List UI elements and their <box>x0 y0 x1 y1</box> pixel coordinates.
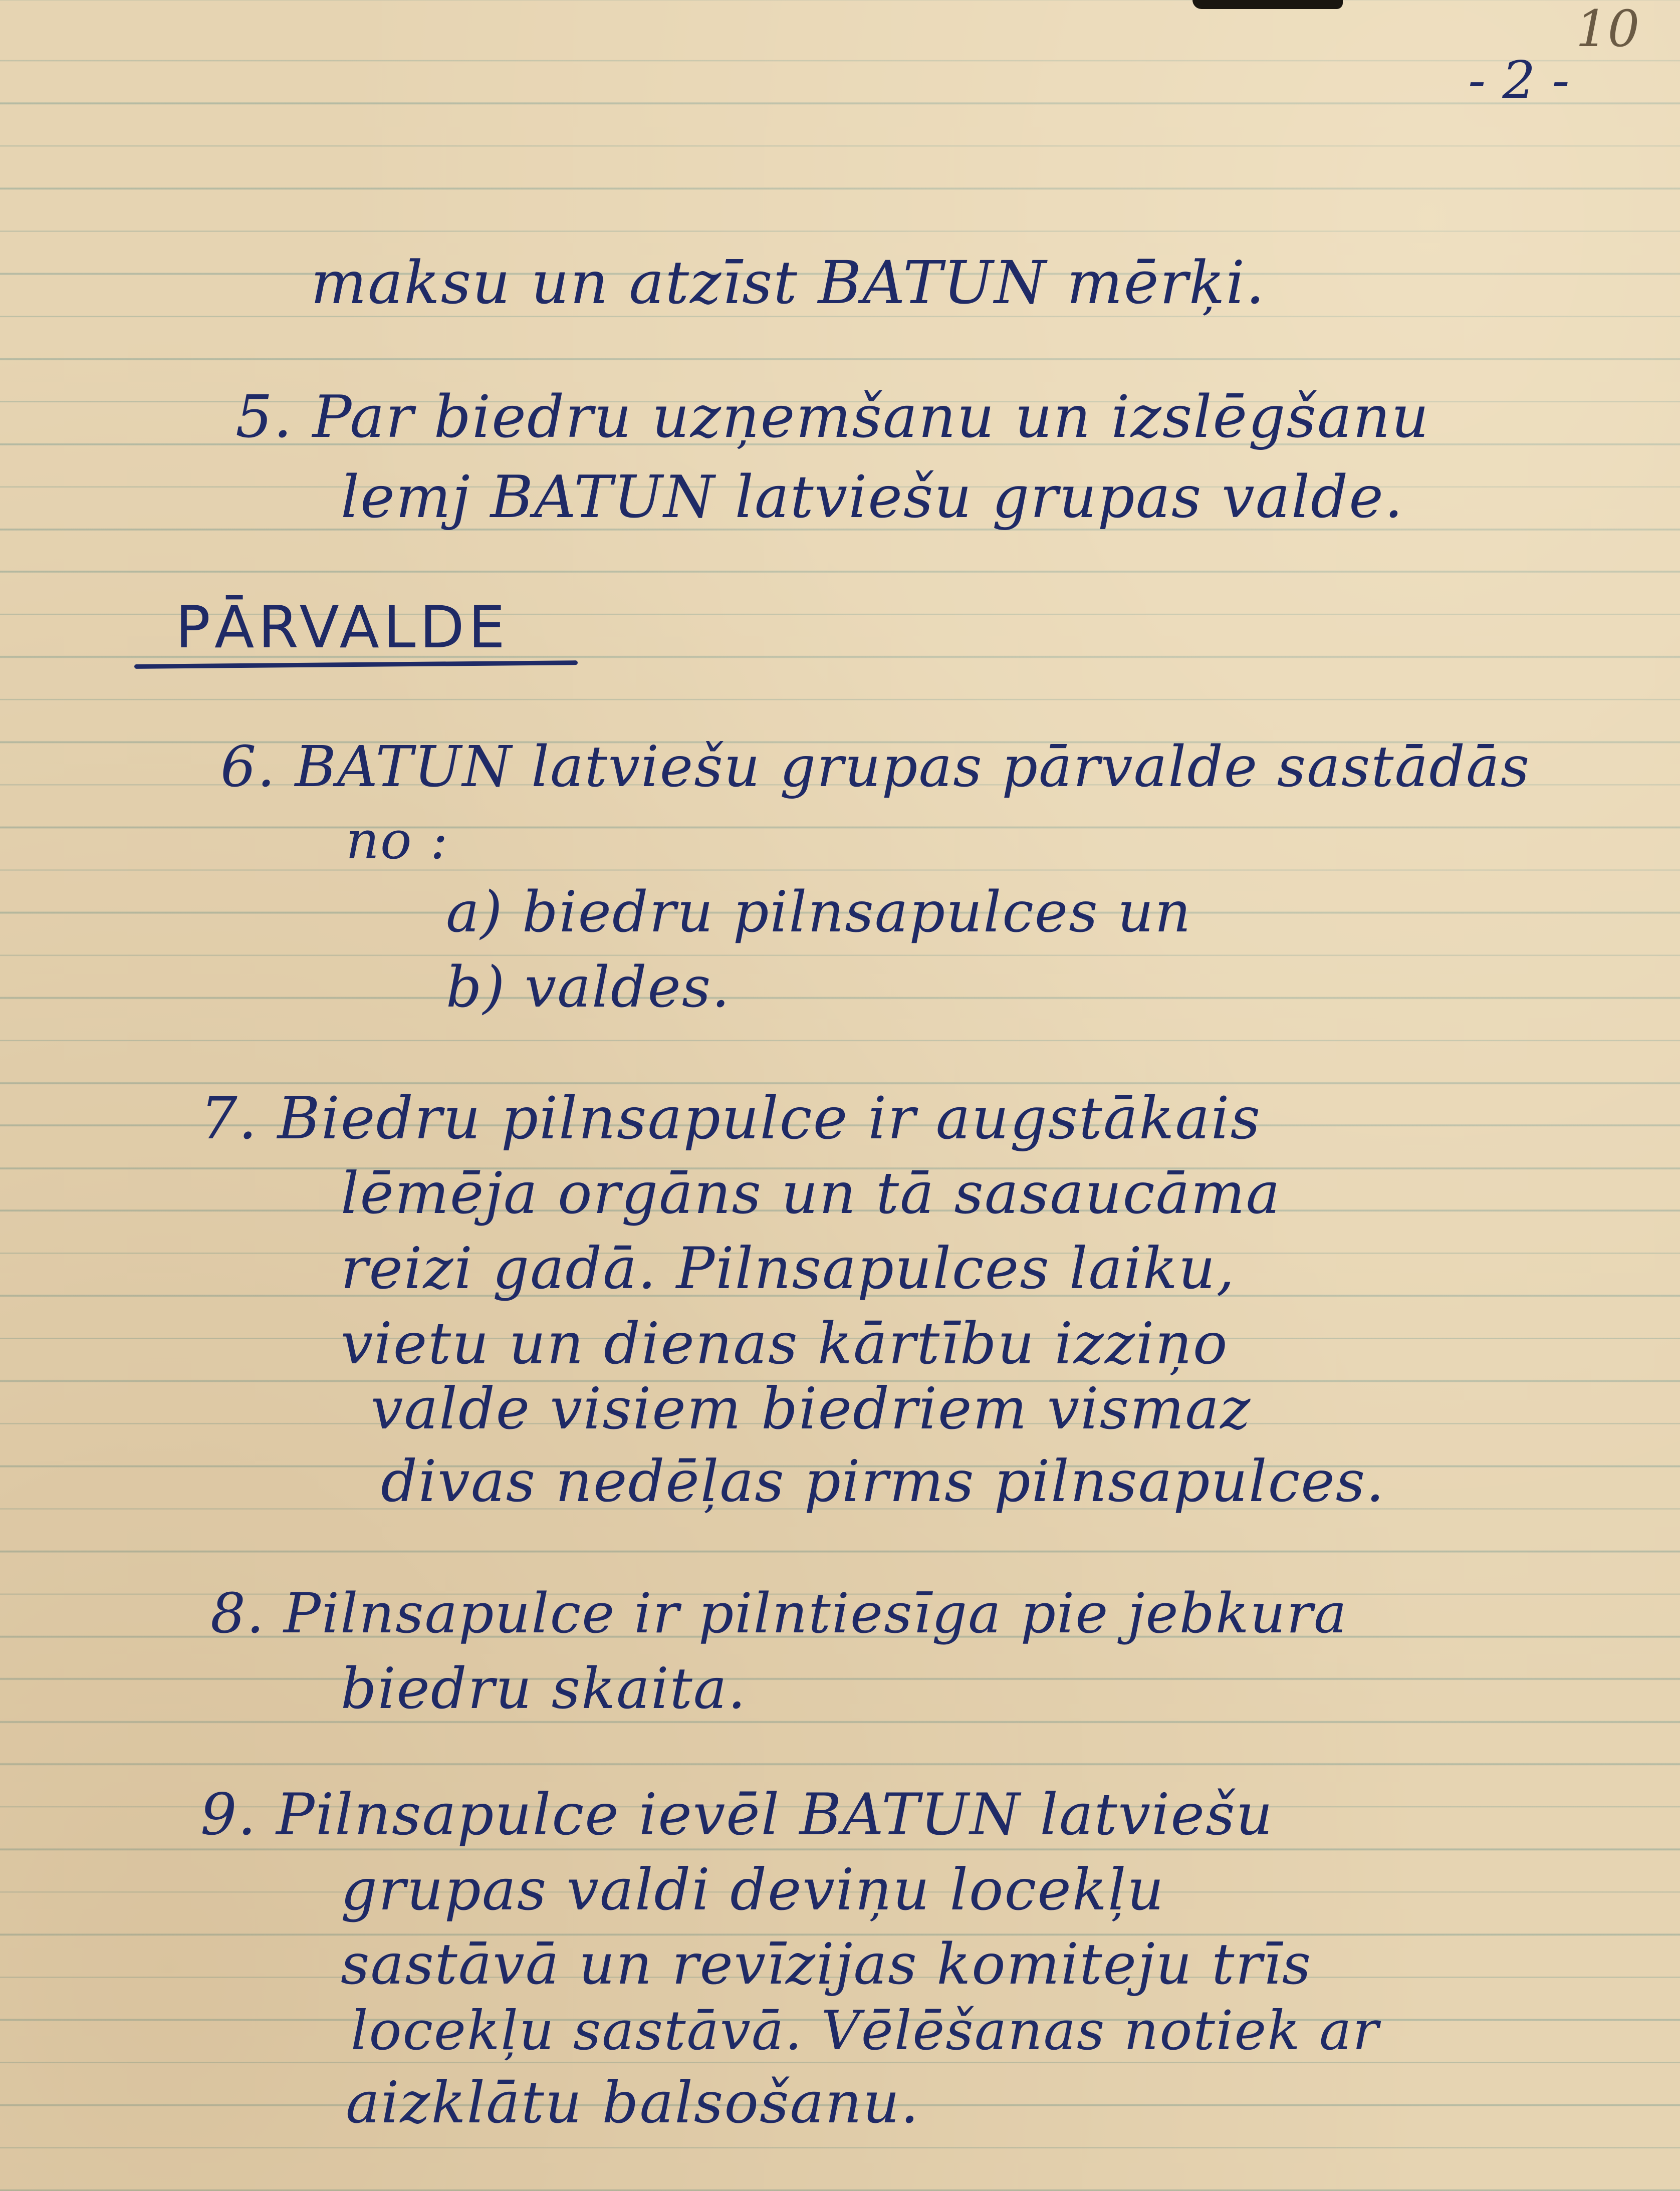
text-line-9: lēmēja orgāns un tā sasaucāma <box>341 1160 1281 1227</box>
text-line-11: vietu un dienas kārtību izziņo <box>341 1310 1229 1377</box>
text-line-6: a) biedru pilnsapulces un <box>446 880 1192 945</box>
text-line-3: lemj BATUN latviešu grupas valde. <box>341 463 1404 531</box>
archive-number: 10 <box>1576 0 1640 58</box>
text-line-15: biedru skaita. <box>341 1656 747 1722</box>
text-line-14: 8. Pilnsapulce ir pilntiesīga pie jebkura <box>210 1581 1348 1645</box>
text-line-2: 5. Par biedru uzņemšanu un izslēgšanu <box>235 383 1430 451</box>
text-line-20: aizklātu balsošanu. <box>346 2069 920 2136</box>
text-line-19: locekļu sastāvā. Vēlēšanas notiek ar <box>351 2000 1380 2062</box>
text-line-18: sastāvā un revīzijas komiteju trīs <box>341 1932 1312 1997</box>
torn-top-edge <box>1192 0 1343 9</box>
text-line-10: reizi gadā. Pilnsapulces laiku, <box>341 1235 1236 1302</box>
text-line-16: 9. Pilnsapulce ievēl BATUN latviešu <box>200 1781 1274 1848</box>
text-line-12: valde visiem biedriem vismaz <box>371 1375 1252 1442</box>
section-heading: PĀRVALDE <box>175 594 510 661</box>
text-line-8: 7. Biedru pilnsapulce ir augstākais <box>200 1085 1262 1152</box>
page-number: - 2 - <box>1468 50 1570 111</box>
text-line-4: 6. BATUN latviešu grupas pārvalde sastādās <box>220 735 1531 800</box>
text-line-5: no : <box>346 810 449 871</box>
text-line-1: maksu un atzīst BATUN mērķi. <box>311 248 1266 317</box>
text-line-17: grupas valdi deviņu locekļu <box>341 1856 1165 1923</box>
text-line-7: b) valdes. <box>446 955 731 1020</box>
text-line-13: divas nedēļas pirms pilnsapulces. <box>381 1448 1385 1515</box>
heading-underline <box>134 660 578 669</box>
